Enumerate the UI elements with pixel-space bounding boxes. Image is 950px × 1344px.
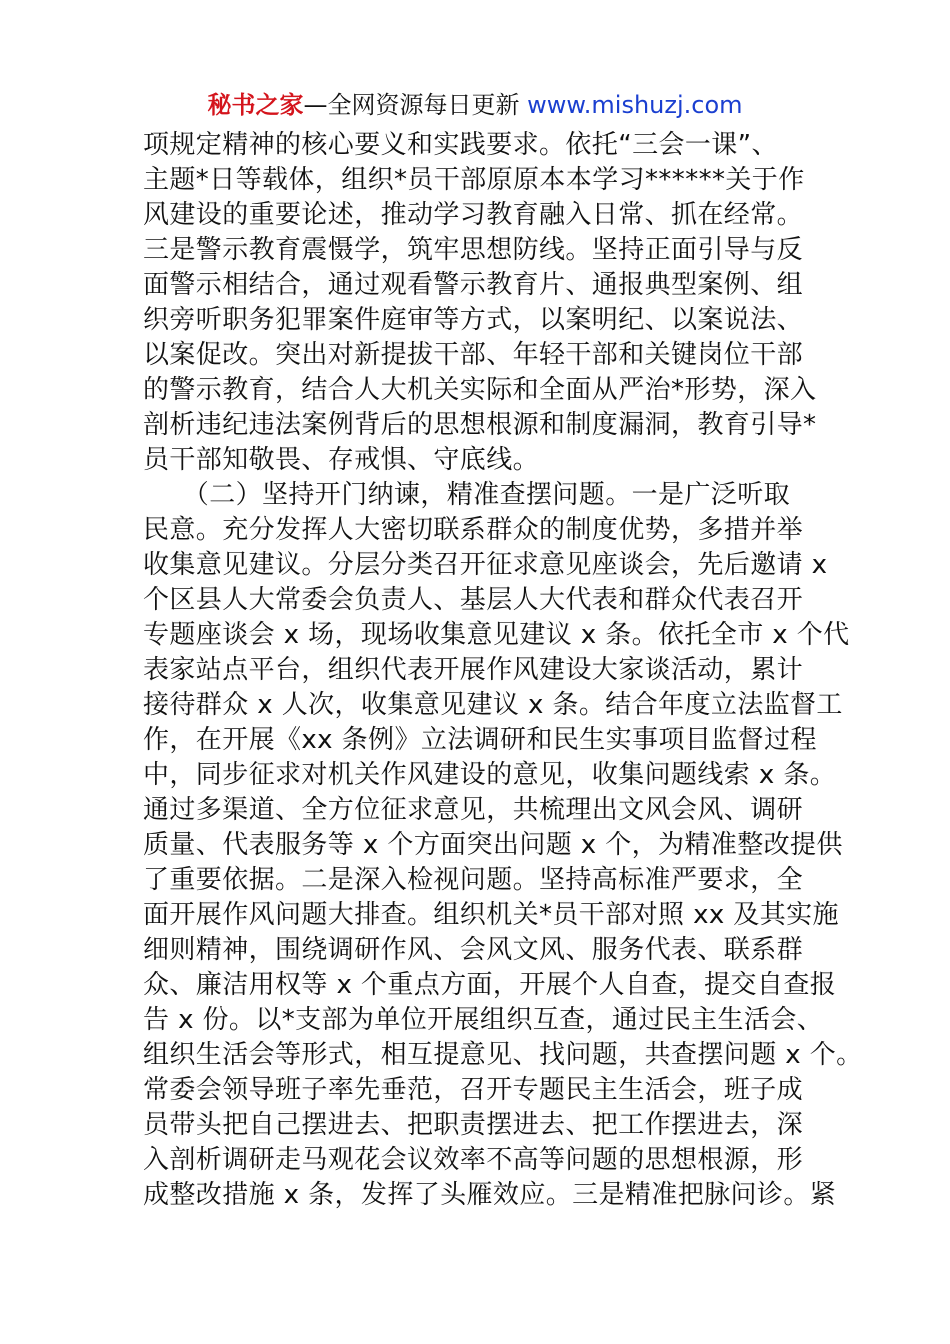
text-line: 细则精神，围绕调研作风、会风文风、服务代表、联系群 — [143, 935, 804, 965]
text-line: （二）坚持开门纳谏，精准查摆问题。一是广泛听取 — [143, 480, 791, 510]
text-line: 收集意见建议。分层分类召开征求意见座谈会，先后邀请 x — [143, 550, 828, 580]
text-line: 员干部知敬畏、存戒惧、守底线。 — [143, 445, 540, 475]
text-line: 组织生活会等形式，相互提意见、找问题，共查摆问题 x 个。 — [143, 1040, 863, 1070]
text-line: 接待群众 x 人次，收集意见建议 x 条。结合年度立法监督工 — [143, 690, 843, 720]
text-line: 面开展作风问题大排查。组织机关*员干部对照 xx 及其实施 — [143, 900, 839, 930]
text-line: 风建设的重要论述，推动学习教育融入日常、抓在经常。 — [143, 200, 804, 230]
text-line: 织旁听职务犯罪案件庭审等方式，以案明纪、以案说法、 — [143, 305, 804, 335]
site-tagline: —全网资源每日更新 — [303, 91, 528, 119]
text-line: 员带头把自己摆进去、把职责摆进去、把工作摆进去，深 — [143, 1110, 804, 1140]
text-line: 三是警示教育震慑学，筑牢思想防线。坚持正面引导与反 — [143, 235, 804, 265]
text-line: 表家站点平台，组织代表开展作风建设大家谈活动，累计 — [143, 655, 804, 685]
text-line: 通过多渠道、全方位征求意见，共梳理出文风会风、调研 — [143, 795, 804, 825]
site-header — [0, 88, 950, 122]
text-line: 以案促改。突出对新提拔干部、年轻干部和关键岗位干部 — [143, 340, 804, 370]
text-line: 中，同步征求对机关作风建设的意见，收集问题线索 x 条。 — [143, 760, 837, 790]
text-line: 作，在开展《xx 条例》立法调研和民生实事项目监督过程 — [143, 725, 817, 755]
text-line: 质量、代表服务等 x 个方面突出问题 x 个，为精准整改提供 — [143, 830, 843, 860]
text-line: 的警示教育，结合人大机关实际和全面从严治*形势，深入 — [143, 375, 817, 405]
text-line: 面警示相结合，通过观看警示教育片、通报典型案例、组 — [143, 270, 804, 300]
text-line: 告 x 份。以*支部为单位开展组织互查，通过民主生活会、 — [143, 1005, 824, 1035]
text-line: 专题座谈会 x 场，现场收集意见建议 x 条。依托全市 x 个代 — [143, 620, 850, 650]
text-line: 常委会领导班子率先垂范，召开专题民主生活会，班子成 — [143, 1075, 804, 1105]
text-line: 民意。充分发挥人大密切联系群众的制度优势，多措并举 — [143, 515, 804, 545]
text-line: 主题*日等载体，组织*员干部原原本本学习******关于作 — [143, 165, 805, 195]
text-line: 剖析违纪违法案例背后的思想根源和制度漏洞，教育引导* — [143, 410, 817, 440]
text-line: 项规定精神的核心要义和实践要求。依托“三会一课”、 — [143, 130, 778, 160]
document-body — [143, 128, 863, 1213]
text-line: 众、廉洁用权等 x 个重点方面，开展个人自查，提交自查报 — [143, 970, 837, 1000]
site-brand: 秘书之家 — [207, 91, 304, 119]
text-line: 入剖析调研走马观花会议效率不高等问题的思想根源，形 — [143, 1145, 804, 1175]
text-line: 了重要依据。二是深入检视问题。坚持高标准严要求，全 — [143, 865, 804, 895]
text-line: 个区县人大常委会负责人、基层人大代表和群众代表召开 — [143, 585, 804, 615]
text-line: 成整改措施 x 条，发挥了头雁效应。三是精准把脉问诊。紧 — [143, 1180, 837, 1210]
site-url[interactable]: www.mishuzj.com — [527, 91, 743, 119]
